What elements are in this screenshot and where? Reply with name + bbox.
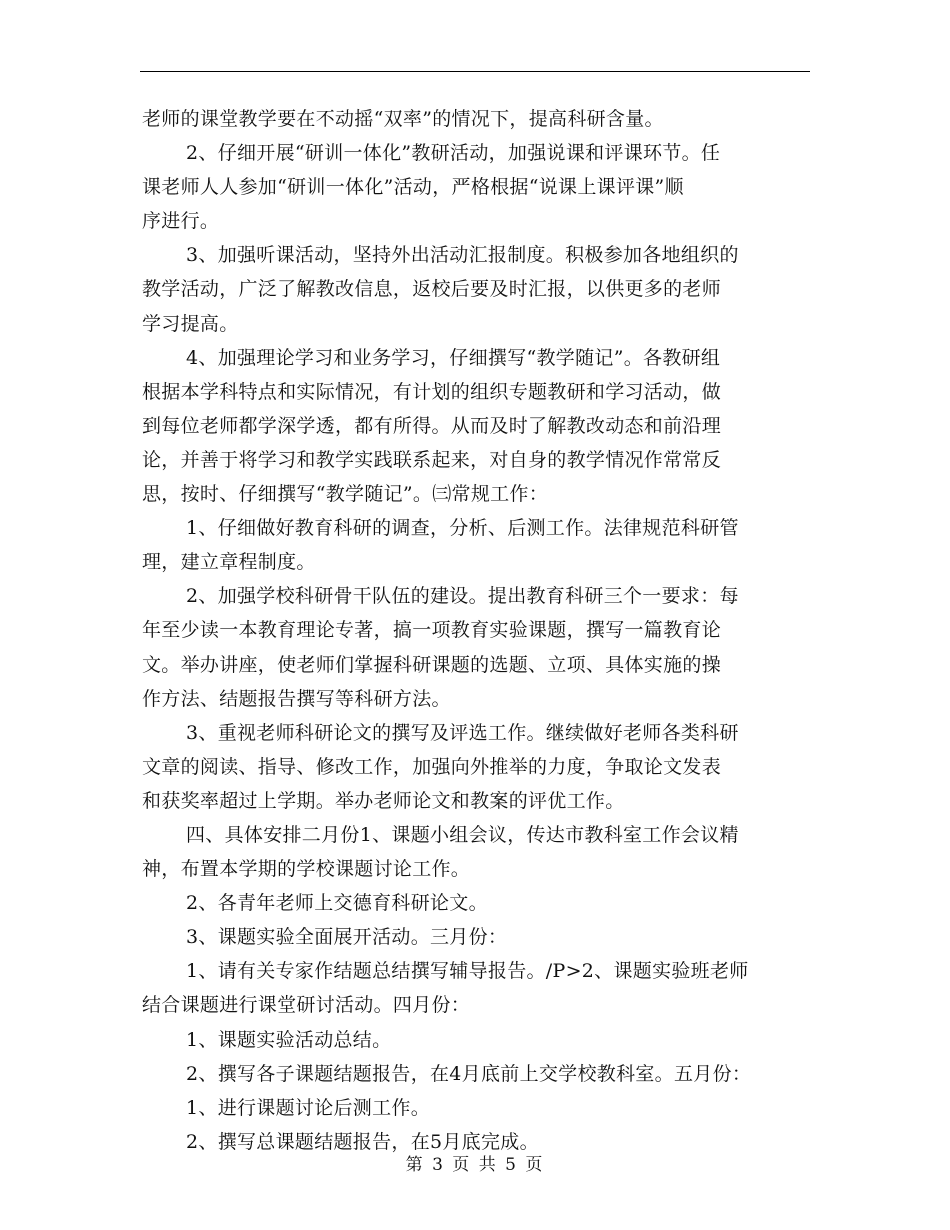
text-line: 思，按时、仔细撰写“教学随记”。㈢常规工作： xyxy=(142,483,549,506)
text-line: 1、请有关专家作结题总结撰写辅导报告。/P>2、课题实验班老师 xyxy=(186,960,749,983)
text-line: 和获奖率超过上学期。举办老师论文和教案的评优工作。 xyxy=(142,789,625,812)
text-line: 1、仔细做好教育科研的调查，分析、后测工作。法律规范科研管 xyxy=(186,517,739,540)
text-line: 3、加强听课活动，坚持外出活动汇报制度。积极参加各地组织的 xyxy=(186,244,739,267)
text-line: 论，并善于将学习和教学实践联系起来，对自身的教学情况作常常反 xyxy=(142,448,722,471)
text-line: 神，布置本学期的学校课题讨论工作。 xyxy=(142,858,471,881)
text-line: 根据本学科特点和实际情况，有计划的组织专题教研和学习活动，做 xyxy=(142,380,722,403)
text-line: 理，建立章程制度。 xyxy=(142,551,316,574)
text-line: 2、仔细开展“研训一体化”教研活动，加强说课和评课环节。任 xyxy=(186,142,721,165)
document-body xyxy=(142,102,814,1159)
text-line: 2、撰写总课题结题报告，在5月底完成。 xyxy=(186,1130,539,1153)
text-line: 教学活动，广泛了解教改信息，返校后要及时汇报，以供更多的老师 xyxy=(142,278,722,301)
text-line: 年至少读一本教育理论专著，搞一项教育实验课题，撰写一篇教育论 xyxy=(142,619,722,642)
text-line: 2、各青年老师上交德育科研论文。 xyxy=(186,892,488,915)
text-line: 结合课题进行课堂研讨活动。四月份： xyxy=(142,994,471,1017)
text-line: 1、课题实验活动总结。 xyxy=(186,1028,392,1051)
text-line: 文章的阅读、指导、修改工作，加强向外推举的力度，争取论文发表 xyxy=(142,755,722,778)
text-line: 3、重视老师科研论文的撰写及评选工作。继续做好老师各类科研 xyxy=(186,721,739,744)
text-line: 2、撰写各子课题结题报告，在4月底前上交学校教科室。五月份： xyxy=(186,1062,752,1085)
text-line: 2、加强学校科研骨干队伍的建设。提出教育科研三个一要求：每 xyxy=(186,585,739,608)
text-line: 文。举办讲座，使老师们掌握科研课题的选题、立项、具体实施的操 xyxy=(142,653,722,676)
header-rule xyxy=(140,71,810,72)
text-line: 学习提高。 xyxy=(142,312,239,335)
text-line: 4、加强理论学习和业务学习，仔细撰写“教学随记”。各教研组 xyxy=(186,346,721,369)
text-line: 1、进行课题讨论后测工作。 xyxy=(186,1096,430,1119)
text-line: 3、课题实验全面展开活动。三月份： xyxy=(186,926,508,949)
text-line: 到每位老师都学深学透，都有所得。从而及时了解教改动态和前沿理 xyxy=(142,414,722,437)
text-line: 作方法、结题报告撰写等科研方法。 xyxy=(142,687,451,710)
page-footer: 第 3 页 共 5 页 xyxy=(405,1155,545,1175)
text-line: 四、具体安排二月份1、课题小组会议，传达市教科室工作会议精 xyxy=(186,823,739,846)
text-line: 课老师人人参加“研训一体化”活动，严格根据“说课上课评课”顺 xyxy=(142,176,684,199)
text-line: 老师的课堂教学要在不动摇“双率”的情况下，提高科研含量。 xyxy=(142,108,664,130)
text-line: 序进行。 xyxy=(142,210,220,233)
